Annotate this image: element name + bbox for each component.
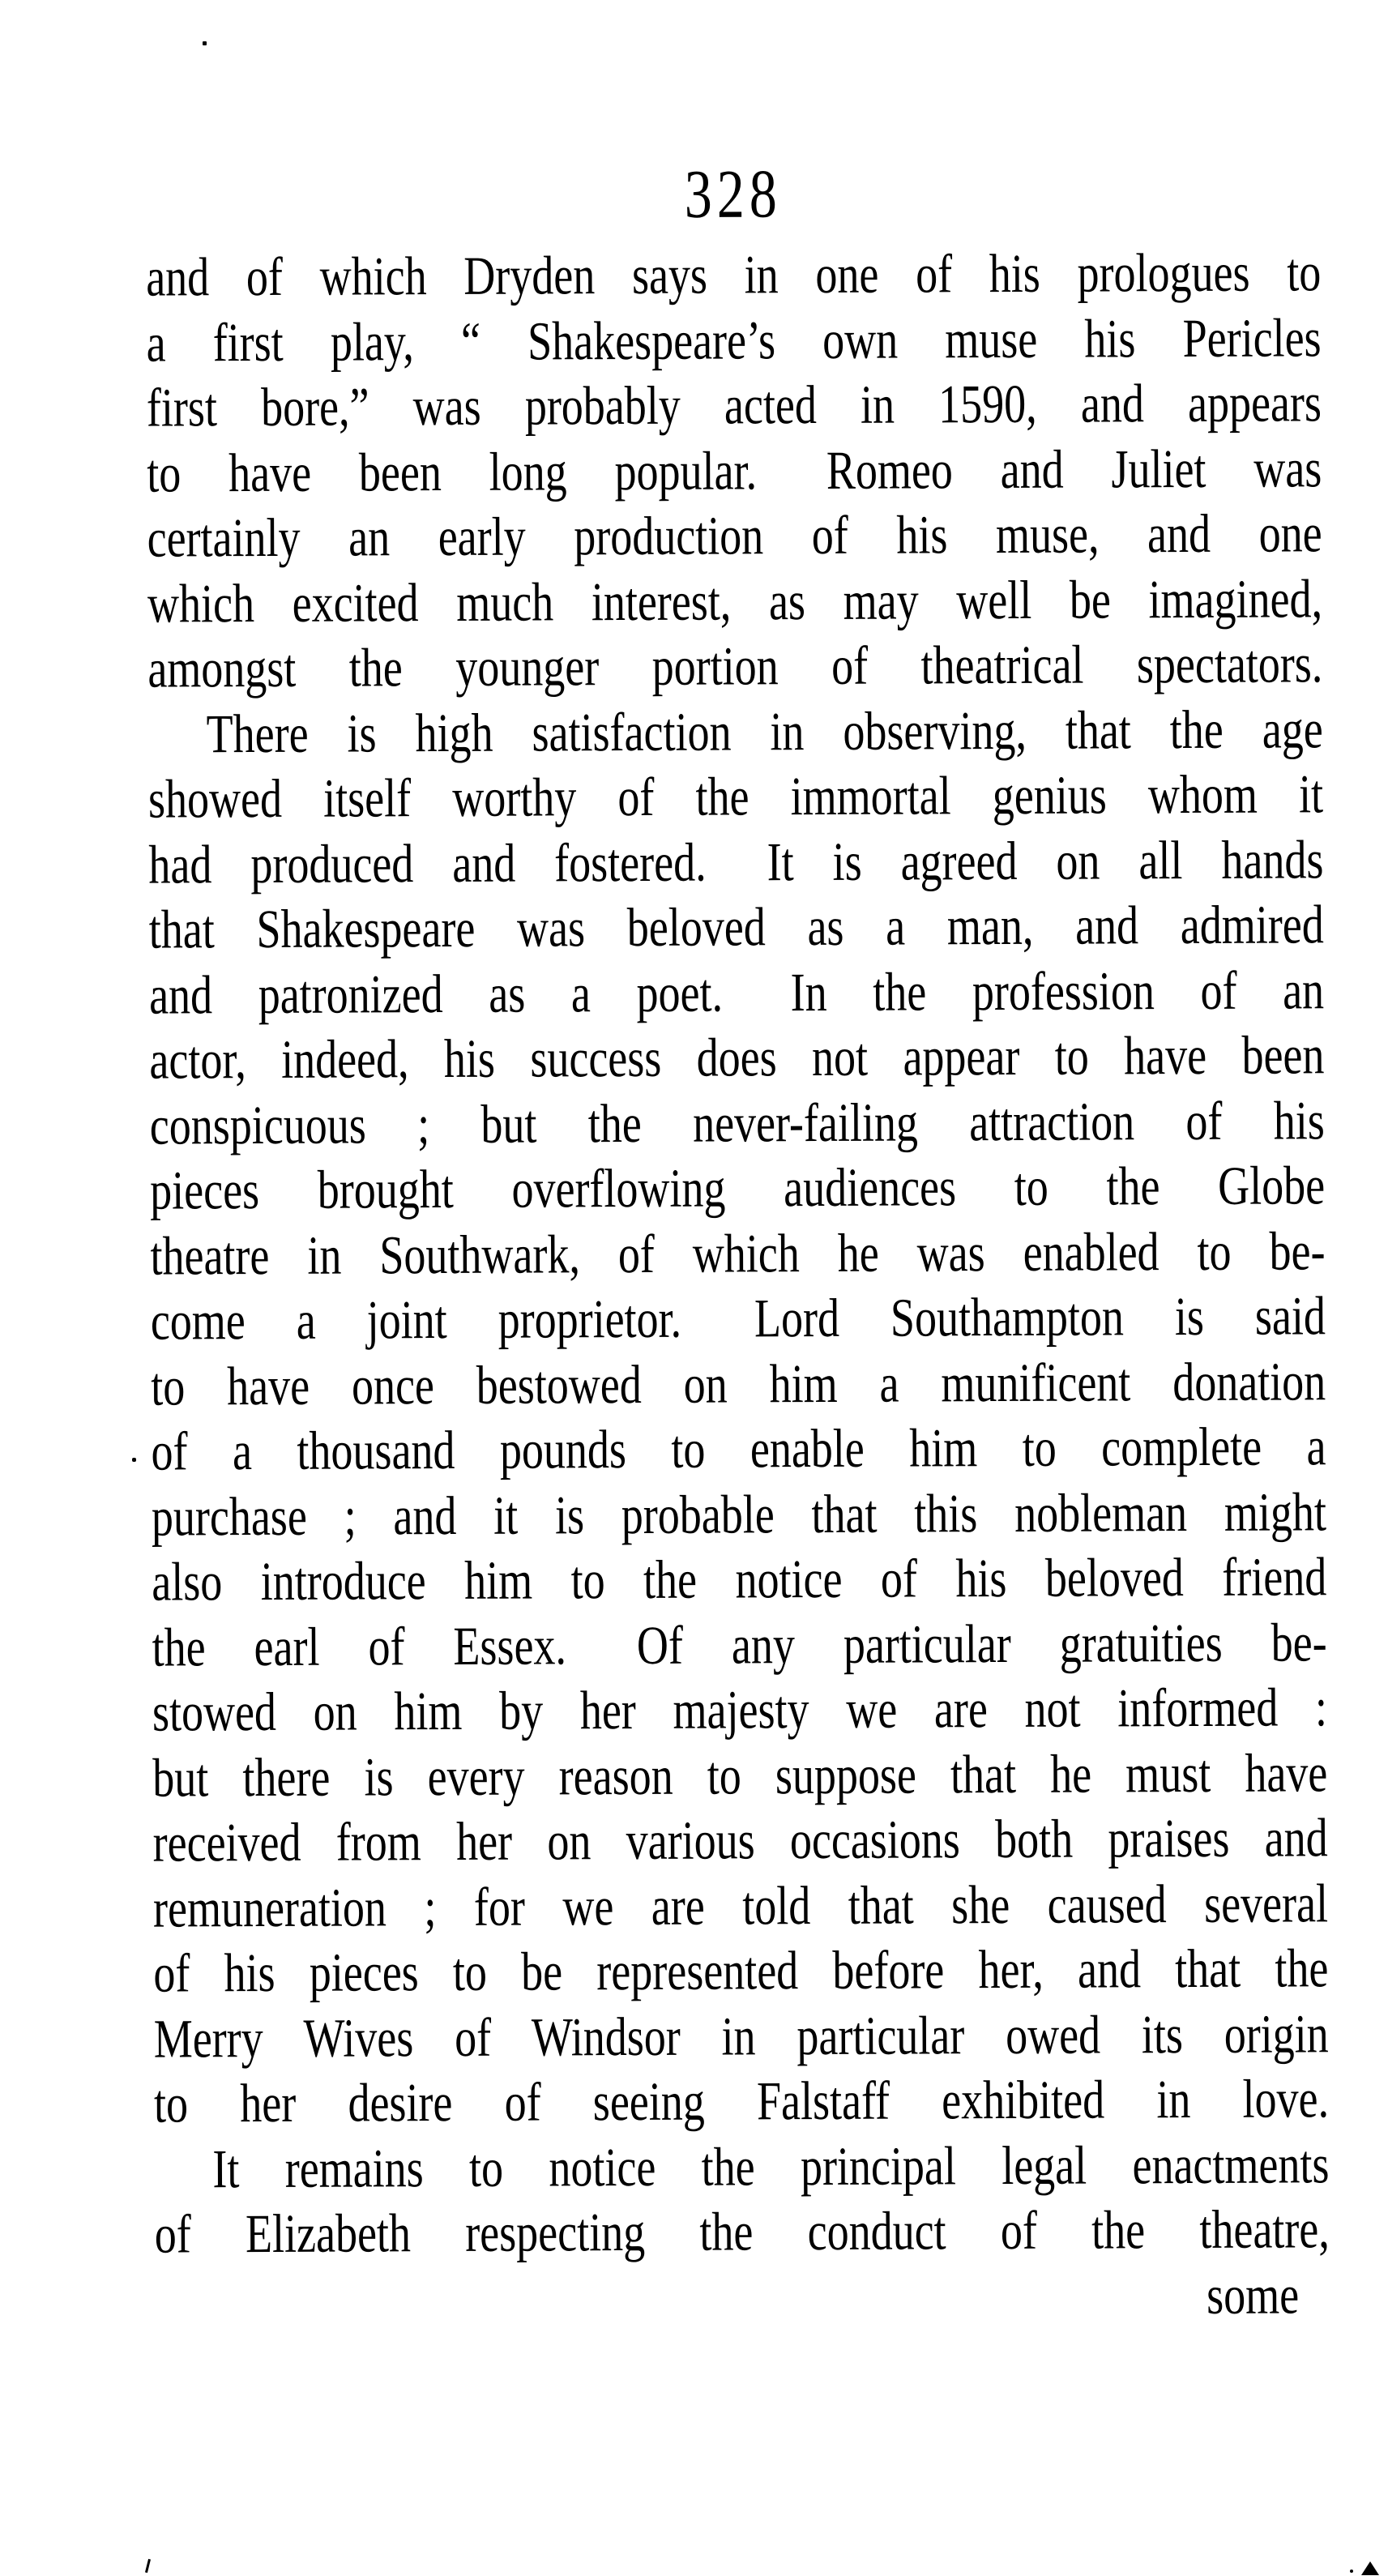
text-line: actor, indeed, his success does not appear to have been: [149, 1024, 1325, 1091]
text-line: certainly an early production of his muse, and one: [147, 502, 1322, 569]
text-line: of a thousand pounds to enable him to complete a: [151, 1416, 1326, 1482]
text-line: that Shakespeare was beloved as a man, and admired: [148, 894, 1324, 960]
text-line: come a joint proprietor. Lord Southampton is said: [150, 1285, 1326, 1352]
text-line: remuneration ; for we are told that she caused several: [152, 1872, 1329, 1939]
page-content: [145, 0, 1331, 2576]
text-line: of his pieces to be represented before her, and that the: [153, 1937, 1329, 2004]
text-line: to have been long popular. Romeo and Juliet was: [147, 437, 1322, 504]
text-line: pieces brought overflowing audiences to the Globe: [149, 1155, 1326, 1221]
page-number: 328: [684, 155, 783, 233]
text-line: to have once bestowed on him a munificent donation: [151, 1350, 1326, 1417]
text-line: also introduce him to the notice of his beloved friend: [152, 1546, 1327, 1613]
scan-speck-margin-dot: [132, 1458, 136, 1462]
text-line: amongst the younger portion of theatrical spectators.: [147, 633, 1323, 699]
text-line: and patronized as a poet. In the profession of an: [148, 959, 1325, 1026]
scan-speck-bottom-tick: [145, 2559, 151, 2573]
text-line: the earl of Essex. Of any particular gratuities be-: [152, 1611, 1327, 1678]
text-line: which excited much interest, as may well be imagined,: [147, 567, 1323, 634]
text-line: showed itself worthy of the immortal genius whom it: [147, 763, 1324, 830]
text-line: had produced and fostered. It is agreed on all hands: [148, 828, 1324, 895]
text-line: first bore,” was probably acted in 1590, and appears: [146, 372, 1322, 438]
text-line: to her desire of seeing Falstaff exhibited in love.: [153, 2068, 1330, 2134]
text-line: purchase ; and it is probable that this nobleman might: [151, 1480, 1327, 1548]
scan-speck-bottom-wedge: [1361, 2561, 1379, 2575]
text-line: Merry Wives of Windsor in particular owed its origin: [153, 2002, 1329, 2070]
text-line: but there is every reason to suppose that he must have: [152, 1741, 1328, 1809]
scan-speck-bottom-dot: [1350, 2570, 1353, 2573]
text-column: [146, 240, 1330, 2332]
text-line: theatre in Southwark, of which he was enabled to be-: [150, 1220, 1326, 1287]
text-line: a first play, “ Shakespeare’s own muse his Pericles: [146, 306, 1322, 374]
text-line: received from her on various occasions both praises and: [152, 1807, 1328, 1873]
text-line: stowed on him by her majesty we are not informed :: [152, 1677, 1328, 1743]
text-line: and of which Dryden says in one of his prologues to: [146, 241, 1322, 308]
text-line: of Elizabeth respecting the conduct of the theatre,: [154, 2198, 1330, 2265]
scan-speck-top-dot: [203, 41, 207, 45]
catchword: some: [1206, 2263, 1300, 2326]
text-line: It remains to notice the principal legal enactments: [212, 2133, 1330, 2199]
text-line: conspicuous ; but the never-failing attraction of his: [149, 1089, 1325, 1156]
text-line: There is high satisfaction in observing, that the age: [206, 698, 1323, 764]
